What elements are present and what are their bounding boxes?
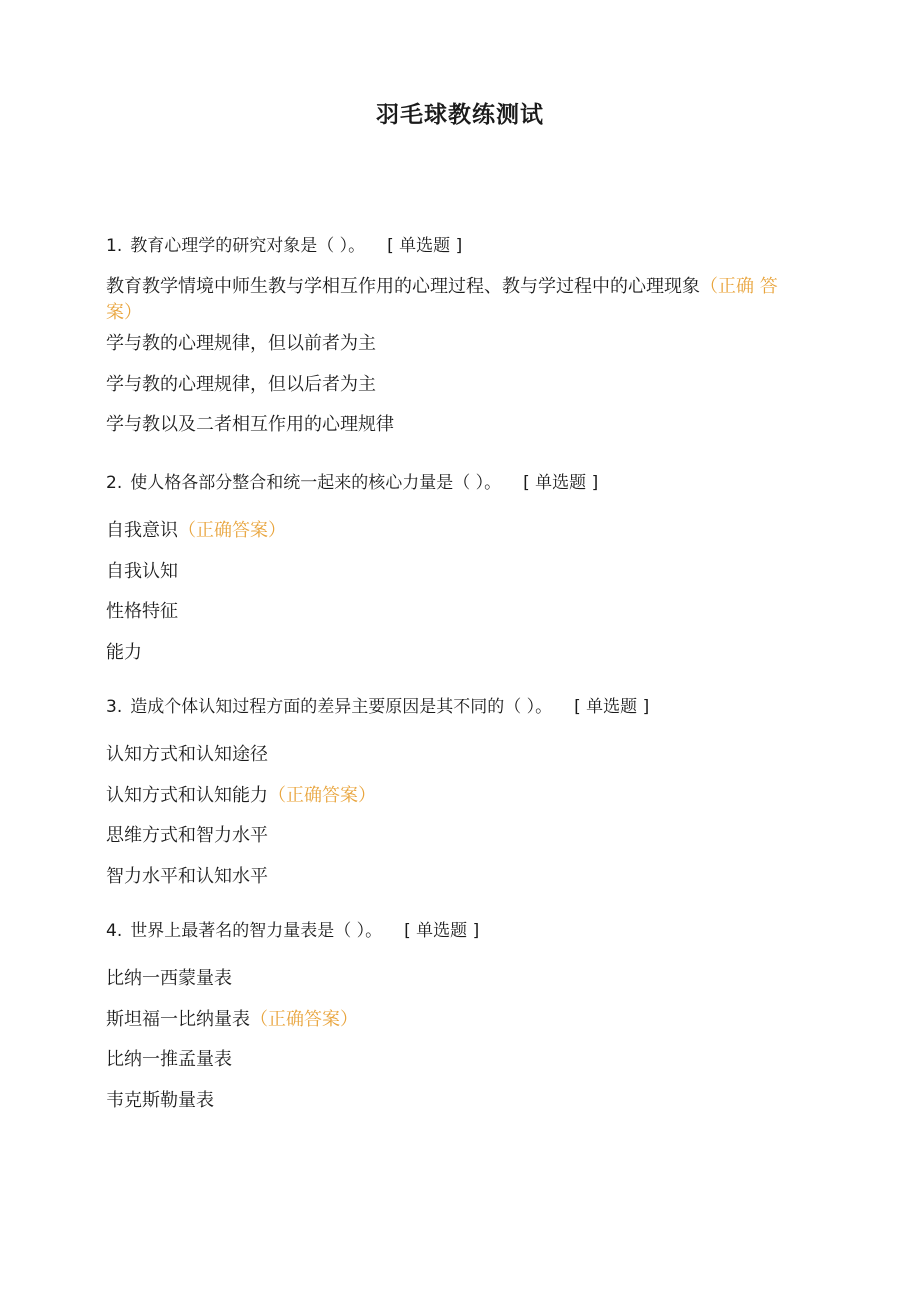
option-text: 学与教的心理规律，但以前者为主 bbox=[106, 333, 376, 354]
question-stem bbox=[106, 695, 806, 719]
option-text: 能力 bbox=[106, 642, 142, 663]
option[interactable] bbox=[106, 559, 178, 585]
option[interactable] bbox=[106, 742, 268, 768]
option-text: 比纳一西蒙量表 bbox=[106, 968, 232, 989]
option-text: 比纳一推孟量表 bbox=[106, 1049, 232, 1070]
question-type-badge: [ 单选题 ] bbox=[574, 697, 650, 717]
question-number: 2. bbox=[106, 473, 123, 493]
option[interactable] bbox=[106, 412, 394, 438]
option-text: 认知方式和认知途径 bbox=[106, 744, 268, 765]
question-stem bbox=[106, 471, 806, 495]
option[interactable] bbox=[106, 823, 268, 849]
correct-answer-tag: （正确答案） bbox=[268, 785, 376, 806]
correct-answer-tag: （正确 答案） bbox=[106, 276, 778, 323]
option-text: 自我意识 bbox=[106, 520, 178, 541]
question-text: 造成个体认知过程方面的差异主要原因是其不同的（ ）。 bbox=[130, 697, 553, 717]
option-text: 韦克斯勒量表 bbox=[106, 1090, 214, 1111]
question-number: 4. bbox=[106, 921, 123, 941]
correct-answer-tag: （正确答案） bbox=[178, 520, 286, 541]
option[interactable] bbox=[106, 783, 376, 809]
question-stem bbox=[106, 234, 806, 258]
question-text: 教育心理学的研究对象是（ ）。 bbox=[130, 236, 366, 256]
option[interactable] bbox=[106, 331, 376, 357]
option[interactable] bbox=[106, 640, 142, 666]
option-text: 教育教学情境中师生教与学相互作用的心理过程、教与学过程中的心理现象 bbox=[106, 276, 700, 297]
option-text: 学与教的心理规律，但以后者为主 bbox=[106, 374, 376, 395]
question-text: 使人格各部分整合和统一起来的核心力量是（ ）。 bbox=[130, 473, 502, 493]
option-text: 性格特征 bbox=[106, 601, 178, 622]
option[interactable] bbox=[106, 1088, 214, 1114]
page-title: 羽毛球教练测试 bbox=[376, 102, 544, 128]
question-4 bbox=[106, 919, 806, 1111]
question-stem bbox=[106, 919, 806, 943]
option[interactable] bbox=[106, 372, 376, 398]
option[interactable] bbox=[106, 966, 232, 992]
question-text: 世界上最著名的智力量表是（ ）。 bbox=[130, 921, 383, 941]
question-type-badge: [ 单选题 ] bbox=[523, 473, 599, 493]
question-type-badge: [ 单选题 ] bbox=[404, 921, 480, 941]
option[interactable] bbox=[106, 274, 796, 326]
question-3 bbox=[106, 695, 806, 887]
option-text: 学与教以及二者相互作用的心理规律 bbox=[106, 414, 394, 435]
question-1 bbox=[106, 234, 806, 435]
option-text: 斯坦福一比纳量表 bbox=[106, 1009, 250, 1030]
option[interactable] bbox=[106, 1047, 232, 1073]
question-2 bbox=[106, 471, 806, 663]
question-type-badge: [ 单选题 ] bbox=[387, 236, 463, 256]
option-text: 智力水平和认知水平 bbox=[106, 866, 268, 887]
question-number: 3. bbox=[106, 697, 123, 717]
correct-answer-tag: （正确答案） bbox=[250, 1009, 358, 1030]
option[interactable] bbox=[106, 864, 268, 890]
question-number: 1. bbox=[106, 236, 123, 256]
option[interactable] bbox=[106, 518, 286, 544]
option[interactable] bbox=[106, 599, 178, 625]
option[interactable] bbox=[106, 1007, 358, 1033]
option-text: 认知方式和认知能力 bbox=[106, 785, 268, 806]
option-text: 思维方式和智力水平 bbox=[106, 825, 268, 846]
option-text: 自我认知 bbox=[106, 561, 178, 582]
